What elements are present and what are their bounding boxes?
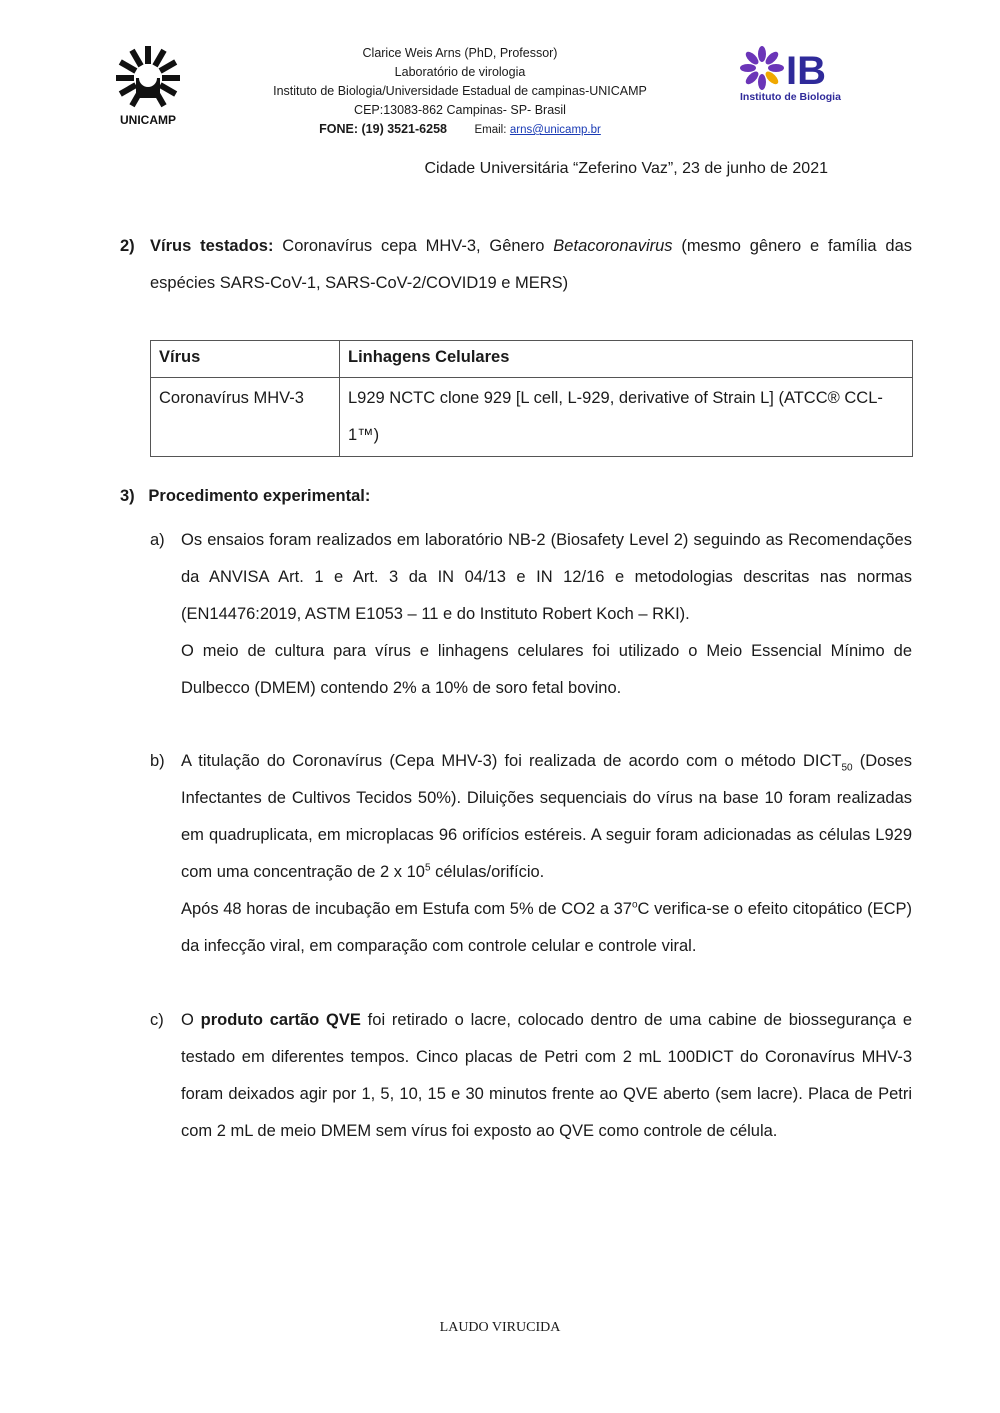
contact-line <box>230 120 690 140</box>
section-heading: Vírus testados: <box>150 237 274 255</box>
table-cell: Coronavírus MHV-3 <box>151 378 340 457</box>
ib-logo <box>738 44 858 106</box>
paragraph: O meio de cultura para vírus e linhagens celulares foi utilizado o Meio Essencial Mínimo de Dulbecco (DMEM) contendo 2% a 10% de soro fetal bovino. <box>181 642 912 697</box>
section-text: (mesmo gênero e família das espécies SARS-CoV-1, SARS-CoV-2/COVID19 e MERS) <box>150 237 913 292</box>
product-name: produto cartão QVE <box>200 1011 361 1029</box>
date-line: Cidade Universitária “Zeferino Vaz”, 23 de junho de 2021 <box>424 160 828 177</box>
genus-name: Betacoronavirus <box>553 237 673 255</box>
institute-line: Instituto de Biologia/Universidade Estadual de campinas-UNICAMP <box>273 84 647 98</box>
author-line: Clarice Weis Arns (PhD, Professor) <box>362 46 558 60</box>
paragraph: A titulação do Coronavírus (Cepa MHV-3) foi realizada de acordo com o método $DICT_{50}$ (Doses Infectantes de Cultivos Tecidos 50%). Diluições sequenciais do vírus na base 10 foram realizadas em quadruplicata, em microplacas 96 orifícios estéreis. A seguir foram adicionadas as células L929 com uma concentração de 2 x $10^5$ células/orifício. <box>181 752 912 881</box>
lab-line: Laboratório de virologia <box>394 65 526 79</box>
unicamp-radial-logo-icon <box>108 44 188 128</box>
section-text: Coronavírus cepa MHV-3, Gênero <box>273 237 554 255</box>
table-row <box>151 378 913 457</box>
table-header: Linhagens Celulares <box>340 341 913 378</box>
item-label: c) <box>150 1011 164 1029</box>
item-label: b) <box>150 752 165 770</box>
svg-text:IB: IB <box>786 49 826 93</box>
email-link[interactable]: arns@unicamp.br <box>509 124 601 136</box>
table-cell: L929 NCTC clone 929 [L cell, L-929, derivative of Strain L] (ATCC® CCL-1™) <box>340 378 913 457</box>
phone-text: FONE: (19) 3521-6258 <box>319 122 447 136</box>
svg-text:UNICAMP: UNICAMP <box>120 113 176 127</box>
item-label: a) <box>150 531 165 549</box>
section-2 <box>120 228 912 302</box>
item-c <box>150 1002 912 1150</box>
section-3-heading: 3) Procedimento experimental: <box>120 487 371 505</box>
footer-title: LAUDO VIRUCIDA <box>439 1320 561 1335</box>
ib-flower-logo-icon <box>738 44 858 106</box>
email-label: Email: <box>474 124 507 136</box>
letterhead <box>230 44 690 140</box>
table-header-row <box>151 341 913 378</box>
paragraph: O produto cartão QVE foi retirado o lacre, colocado dentro de uma cabine de biossegurança e testado em diferentes tempos. Cinco placas de Petri com 2 mL 100DICT do Coronavírus MHV-3 foram deixados agir por 1, 5, 10, 15 e 30 minutos frente ao QVE aberto (sem lacre). Placa de Petri com 2 mL de meio DMEM sem vírus foi exposto ao QVE como controle de célula. <box>181 1011 912 1140</box>
item-b <box>150 743 912 965</box>
item-a <box>150 522 912 707</box>
paragraph: Os ensaios foram realizados em laboratório NB-2 (Biosafety Level 2) seguindo as Recomendações da ANVISA Art. 1 e Art. 3 da IN 04/13 e IN 12/16 e metodologias descritas nas normas (EN14476:2019, ASTM E1053 – 11 e do Instituto Robert Koch – RKI). <box>181 531 912 623</box>
address-line: CEP:13083-862 Campinas- SP- Brasil <box>354 103 566 117</box>
table-header: Vírus <box>151 341 340 378</box>
unicamp-logo <box>108 44 188 128</box>
virus-table <box>150 340 913 457</box>
paragraph: Após 48 horas de incubação em Estufa com 5% de CO2 a 37$^o$C verifica-se o efeito citopático (ECP) da infecção viral, em comparação com controle celular e controle viral. <box>181 899 912 955</box>
section-number: 2) <box>120 237 135 255</box>
svg-text:Instituto de Biologia: Instituto de Biologia <box>740 91 841 103</box>
